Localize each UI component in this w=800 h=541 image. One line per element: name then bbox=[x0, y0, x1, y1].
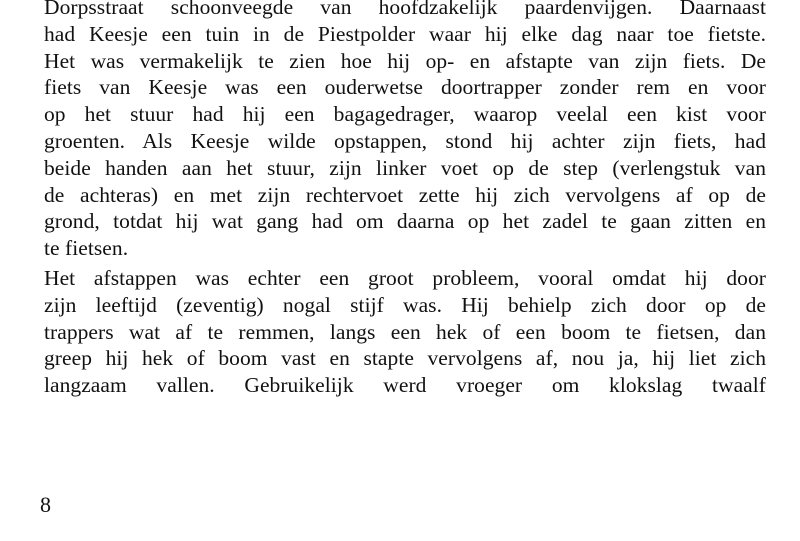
text-line: had Keesje een tuin in de Piestpolder waar hij elke dag naar toe fietste. bbox=[44, 21, 766, 46]
text-line: grond, totdat hij wat gang had om daarna op het zadel te gaan zitten en bbox=[44, 209, 766, 234]
text-line: groenten. Als Keesje wilde opstappen, stond hij achter zijn fiets, had bbox=[44, 128, 766, 153]
text-line: zijn leeftijd (zeventig) nogal stijf was. Hij behielp zich door op de bbox=[44, 292, 766, 317]
paragraph-1 bbox=[44, 0, 766, 262]
text-line: de achteras) en met zijn rechtervoet zette hij zich vervolgens af op de bbox=[44, 182, 766, 207]
text-line: op het stuur had hij een bagagedrager, waarop veelal een kist voor bbox=[44, 102, 766, 127]
text-line: Dorpsstraat schoonveegde van hoofdzakelijk paardenvijgen. Daarnaast bbox=[44, 0, 766, 19]
text-line: fiets van Keesje was een ouderwetse doortrapper zonder rem en voor bbox=[44, 75, 766, 100]
body-text bbox=[44, 0, 766, 399]
text-line: Het afstappen was echter een groot probleem, vooral omdat hij door bbox=[44, 265, 766, 290]
text-line: greep hij hek of boom vast en stapte vervolgens af, nou ja, hij liet zich bbox=[44, 346, 766, 371]
paragraph-2 bbox=[44, 265, 766, 399]
text-line: te fietsen. bbox=[44, 236, 129, 261]
page-number: 8 bbox=[40, 492, 51, 517]
text-line: Het was vermakelijk te zien hoe hij op- en afstapte van zijn fiets. De bbox=[44, 48, 766, 73]
text-line: trappers wat af te remmen, langs een hek of een boom te fietsen, dan bbox=[44, 319, 766, 344]
text-line: langzaam vallen. Gebruikelijk werd vroeger om klokslag twaalf bbox=[44, 373, 766, 398]
text-line: beide handen aan het stuur, zijn linker voet op de step (verlengstuk van bbox=[44, 155, 766, 180]
